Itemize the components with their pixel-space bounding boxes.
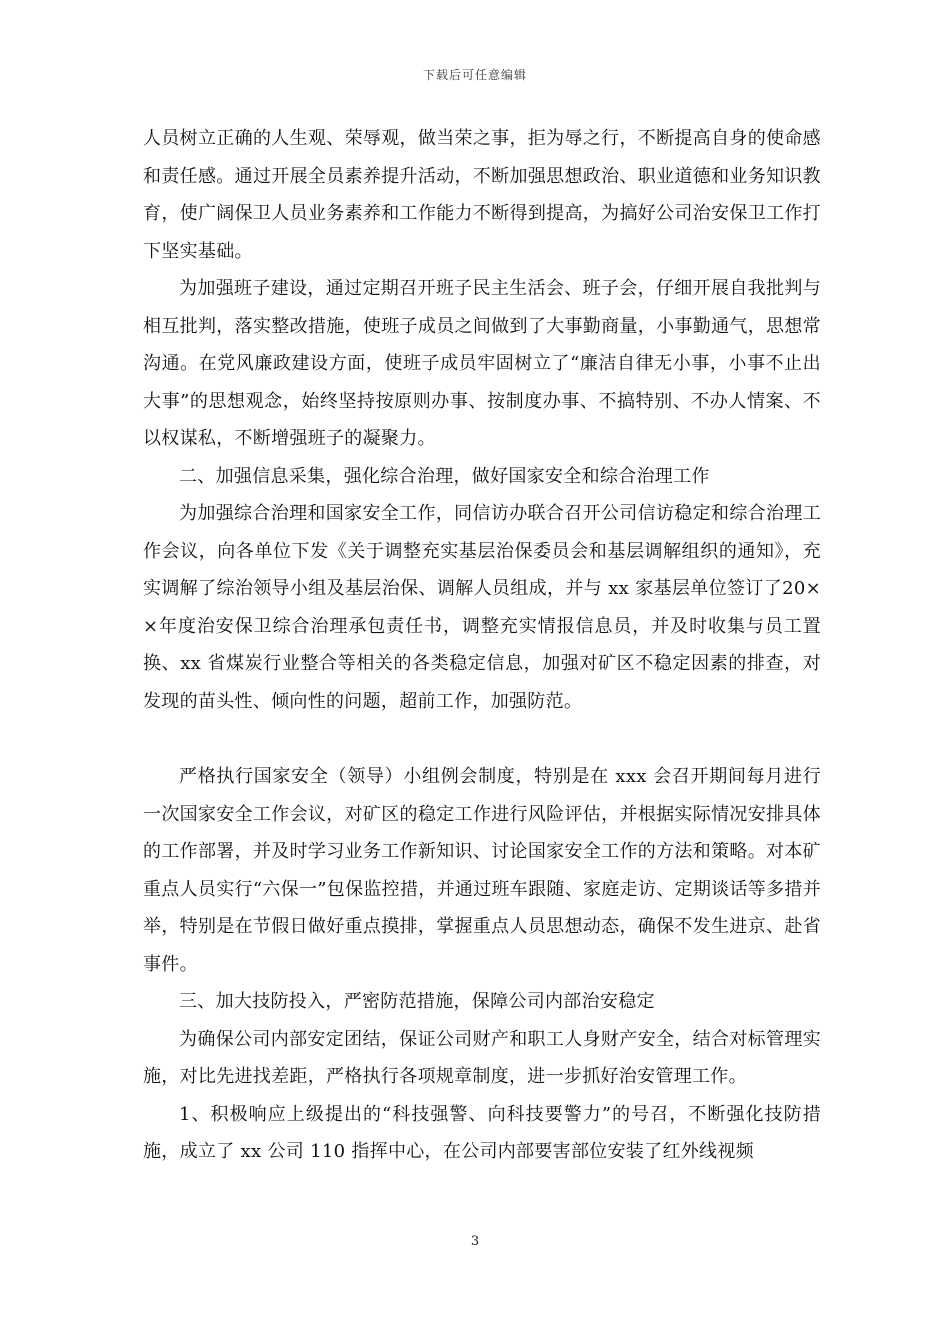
paragraph-continued-intro: 人员树立正确的人生观、荣辱观，做当荣之事，拒为辱之行，不断提高自身的使命感和责任感。通过开展全员素养提升活动，不断加强思想政治、职业道德和业务知识教育，使广阔保卫人员业务素养和工作能力不断得到提高，为搞好公司治安保卫工作打下坚实基础。 (143, 128, 821, 262)
paragraph-internal-security: 为确保公司内部安定团结，保证公司财产和职工人身财产安全，结合对标管理实施，对比先进找差距，严格执行各项规章制度，进一步抓好治安管理工作。 (143, 1028, 821, 1087)
paragraph-team-building: 为加强班子建设，通过定期召开班子民主生活会、班子会，仔细开展自我批判与相互批判，落实整改措施，使班子成员之间做到了大事勤商量，小事勤通气，思想常沟通。在党风廉政建设方面，使班子成员牢固树立了“廉洁自律无小事，小事不止出大事”的思想观念，始终坚持按原则办事、按制度办事、不搞特别、不办人情案、不以权谋私，不断增强班子的凝聚力。 (143, 278, 821, 449)
section-heading-two: 二、加强信息采集，强化综合治理，做好国家安全和综合治理工作 (179, 465, 710, 487)
paragraph-national-security: 严格执行国家安全（领导）小组例会制度，特别是在 xxx 会召开期间每月进行一次国家安全工作会议，对矿区的稳定工作进行风险评估，并根据实际情况安排具体的工作部署，并及时学习业务工作新知识、讨论国家安全工作的方法和策略。对本矿重点人员实行“六保一”包保监控措，并通过班车跟随、家庭走访、定期谈话等多措并举，特别是在节假日做好重点摸排，掌握重点人员思想动态，确保不发生进京、赴省事件。 (143, 766, 821, 975)
page-header-note: 下载后可任意编辑 (422, 68, 527, 82)
paragraph-comprehensive-governance: 为加强综合治理和国家安全工作，同信访办联合召开公司信访稳定和综合治理工作会议，向各单位下发《关于调整充实基层治保委员会和基层调解组织的通知》，充实调解了综治领导小组及基层治保、调解人员组成，并与 xx 家基层单位签订了20××年度治安保卫综合治理承包责任书，调整充实情报信息员，并及时收集与员工置换、xx 省煤炭行业整合等相关的各类稳定信息，加强对矿区不稳定因素的排查，对发现的苗头性、倾向性的问题，超前工作，加强防范。 (143, 503, 821, 712)
page-number: 3 (470, 1234, 480, 1249)
paragraph-tech-measures: 1、积极响应上级提出的“科技强警、向科技要警力”的号召，不断强化技防措施，成立了 xx 公司 110 指挥中心，在公司内部要害部位安装了红外线视频 (143, 1103, 821, 1162)
section-heading-three: 三、加大技防投入，严密防范措施，保障公司内部治安稳定 (179, 991, 655, 1012)
document-body (143, 120, 821, 1171)
